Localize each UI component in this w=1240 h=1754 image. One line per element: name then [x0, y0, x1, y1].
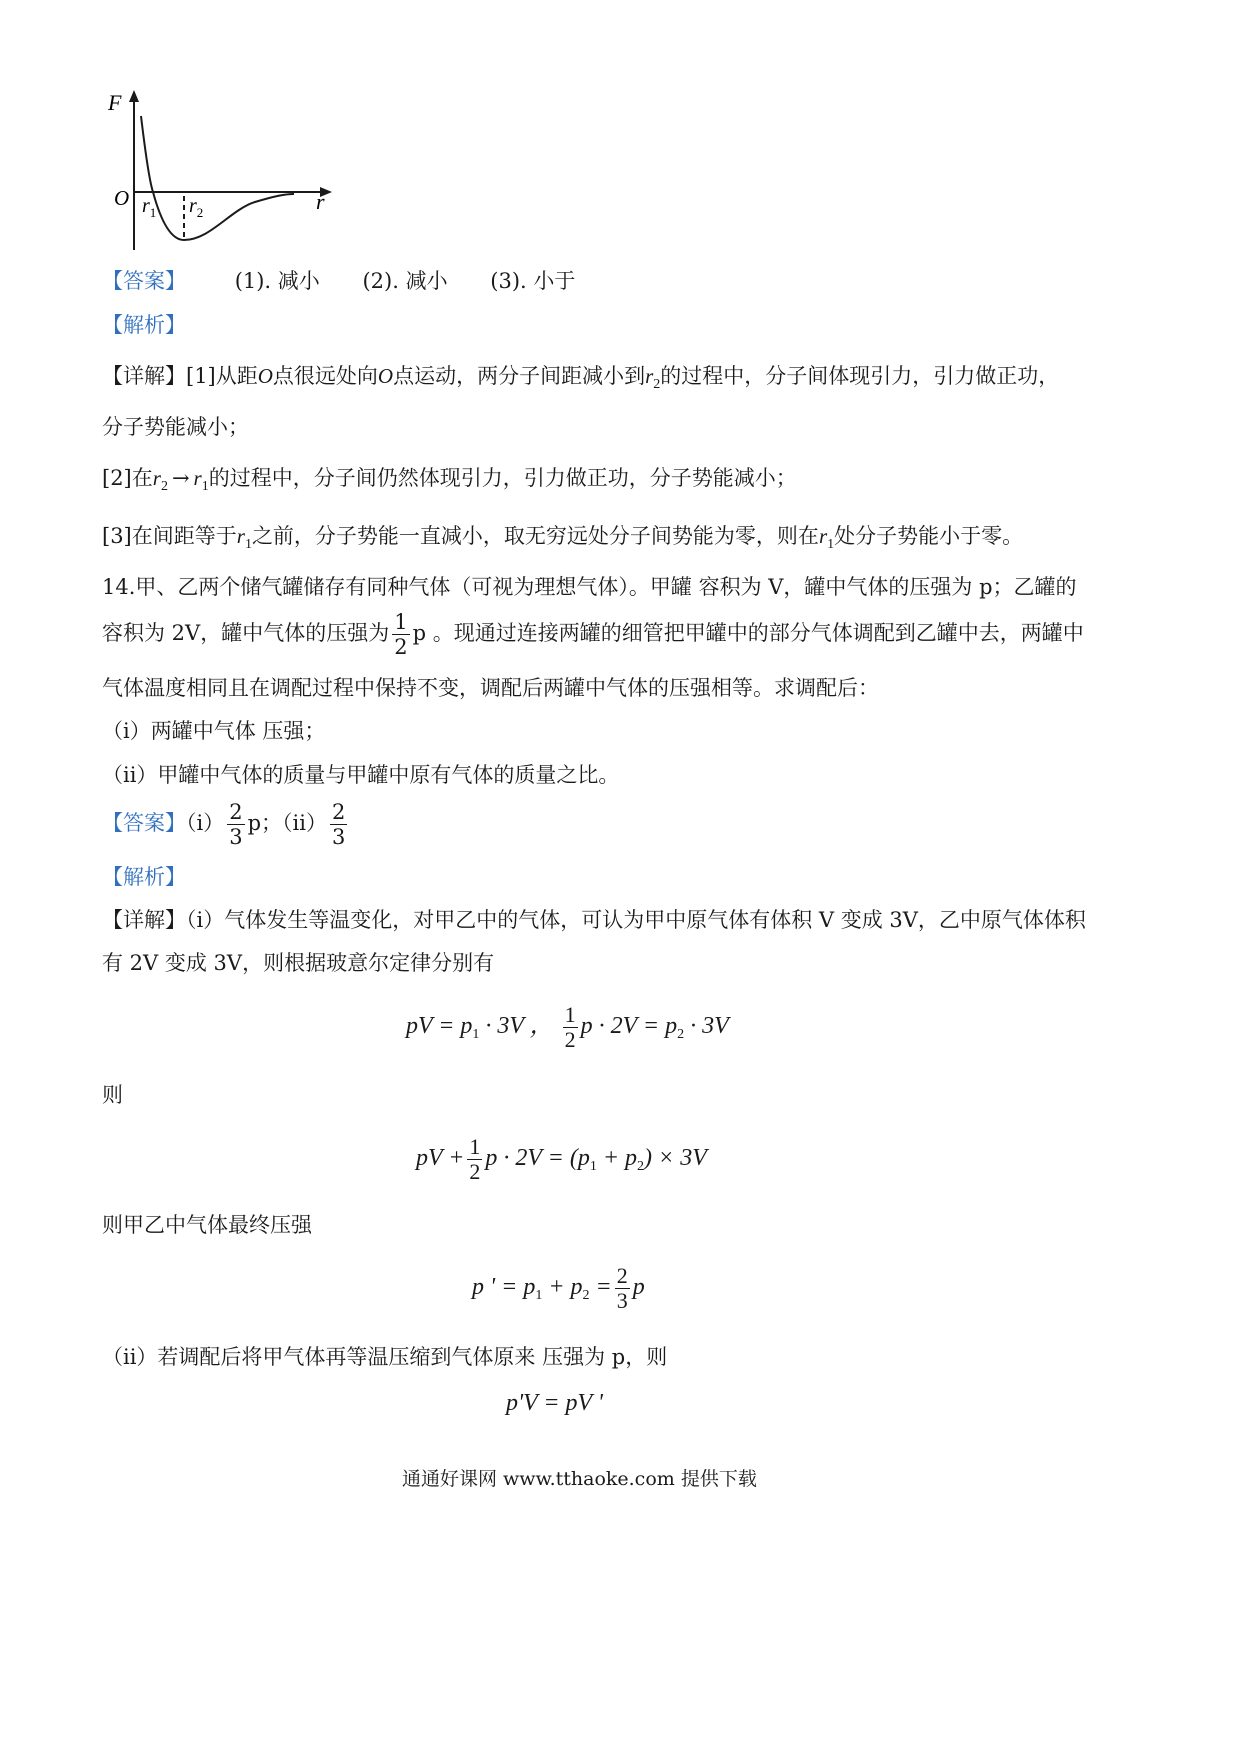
q13-detail-line-1 [102, 361, 1059, 400]
subscript: 1 [535, 1288, 543, 1304]
eq-part: pV + [416, 1145, 465, 1172]
q13-detail-line-1b: 分子势能减小； [102, 415, 249, 439]
answer-tag: 【答案】 [102, 811, 186, 835]
eq-part: · 3V [684, 1013, 729, 1040]
detail-text: [1]从距 [186, 364, 258, 388]
q14-sub-i: （i）两罐中气体 压强； [102, 719, 326, 743]
detail-text: 的过程中，分子间仍然体现引力，引力做正功，分子势能减小； [208, 466, 797, 490]
detail-text: 点运动，两分子间距减小到 [393, 364, 646, 388]
x-axis-label: r [316, 189, 325, 214]
subscript: 1 [589, 1159, 597, 1175]
q14-stem-line-2 [102, 610, 1084, 659]
q14-detail-line-1 [102, 905, 1086, 935]
q13-detail-line-2 [102, 463, 797, 502]
var-r1: $r_1$ [818, 524, 835, 552]
q14-stem-line-3: 气体温度相同且在调配过程中保持不变，调配后两罐中气体的压强相等。求调配后： [102, 676, 879, 700]
q14-sub-ii: （ii）甲罐中气体的质量与甲罐中原有气体的质量之比。 [102, 763, 620, 787]
force-distance-graph [100, 88, 360, 268]
var-r2: $r_2$ [152, 466, 168, 494]
q14-analysis-tag: 【解析】 [102, 865, 186, 889]
answer-text: p；（ii） [247, 811, 327, 835]
stem-text: 容积为 2V，罐中气体的压强为 [102, 621, 390, 645]
eq-part: + p [542, 1274, 583, 1301]
subscript: 2 [582, 1288, 590, 1304]
eq-part: p · 2V = (p [485, 1145, 590, 1172]
answer-tag: 【答案】 [102, 269, 186, 293]
r1-label: $r_1$ [142, 195, 157, 220]
detail-text: （i）气体发生等温变化，对甲乙中的气体，可认为甲中原气体有体积 V 变成 3V，乙中原气体体积 [186, 908, 1086, 932]
eq-part: = [589, 1274, 612, 1301]
fraction-half: $\frac{1}{2}$ [469, 1134, 481, 1184]
detail-text: 点很远处向 [272, 364, 378, 388]
eq-part: · 3V ， [479, 1013, 554, 1040]
q13-analysis-tag: 【解析】 [102, 313, 186, 337]
equation-3 [472, 1264, 645, 1313]
var-r1: $r_1$ [193, 466, 209, 494]
detail-text: 之前，分子势能一直减小，取无穷远处分子间势能为零，则在 [251, 524, 819, 548]
arrow-symbol: → [171, 466, 190, 490]
q14-stem-line-1: 14.甲、乙两个储气罐储存有同种气体（可视为理想气体）。甲罐 容积为 V，罐中气体的压强为 p；乙罐的 [102, 575, 1077, 599]
eq-part: p ' = p [472, 1274, 536, 1301]
detail-tag: 【详解】 [102, 364, 186, 388]
q14-detail-line-2: 有 2V 变成 3V，则根据玻意尔定律分别有 [102, 951, 495, 975]
equation-2 [416, 1135, 707, 1184]
then-text-1: 则 [102, 1083, 123, 1107]
answer-1: (1). 减小 [234, 269, 320, 293]
answer-2: (2). 减小 [362, 269, 448, 293]
eq-part: p [632, 1274, 645, 1301]
detail-text: 处分子势能小于零。 [834, 524, 1024, 548]
subscript: 2 [637, 1159, 645, 1175]
var-r2: $r_2$ [645, 364, 661, 392]
detail-text: 的过程中，分子间体现引力，引力做正功， [660, 364, 1060, 388]
q14-answer-row [102, 800, 350, 849]
eq-part: p · 2V = p [580, 1013, 678, 1040]
var-r1: $r_1$ [236, 524, 252, 552]
q14-ii-text: （ii）若调配后将甲气体再等温压缩到气体原来 压强为 p，则 [102, 1345, 668, 1369]
fraction-half: $\frac{1}{2}$ [394, 610, 408, 659]
answer-3: (3). 小于 [490, 269, 576, 293]
fraction-two-thirds: $\frac{2}{3}$ [616, 1263, 628, 1313]
detail-text: [2]在 [102, 466, 153, 490]
equation-1 [406, 1003, 729, 1052]
eq-part: + p [596, 1145, 638, 1172]
fraction-two-thirds: $\frac{2}{3}$ [331, 800, 346, 849]
y-axis-label: F [108, 90, 122, 115]
page-footer: 通通好课网 www.tthaoke.com 提供下载 [402, 1468, 757, 1490]
answer-text: （i） [186, 811, 225, 835]
detail-tag: 【详解】 [102, 908, 186, 932]
eq-part: ) × 3V [644, 1145, 707, 1172]
subscript: 1 [472, 1027, 480, 1043]
fraction-two-thirds: $\frac{2}{3}$ [229, 800, 243, 849]
y-axis-arrow [129, 90, 139, 102]
equation-4: p'V = pV ' [506, 1390, 603, 1416]
point-o: O [377, 364, 394, 388]
then-text-2: 则甲乙中气体最终压强 [102, 1213, 312, 1237]
stem-text: p 。现通过连接两罐的细管把甲罐中的部分气体调配到乙罐中去，两罐中 [412, 621, 1084, 645]
q13-answer-row [102, 266, 575, 296]
force-curve [141, 116, 294, 240]
subscript: 2 [677, 1027, 685, 1043]
point-o: O [257, 364, 273, 388]
eq-part: pV = p [406, 1013, 473, 1040]
r2-label: $r_2$ [189, 195, 204, 220]
q13-detail-line-3 [102, 521, 1023, 560]
detail-text: [3]在间距等于 [102, 524, 237, 548]
origin-label: O [114, 186, 130, 210]
fraction-half: $\frac{1}{2}$ [564, 1002, 576, 1052]
